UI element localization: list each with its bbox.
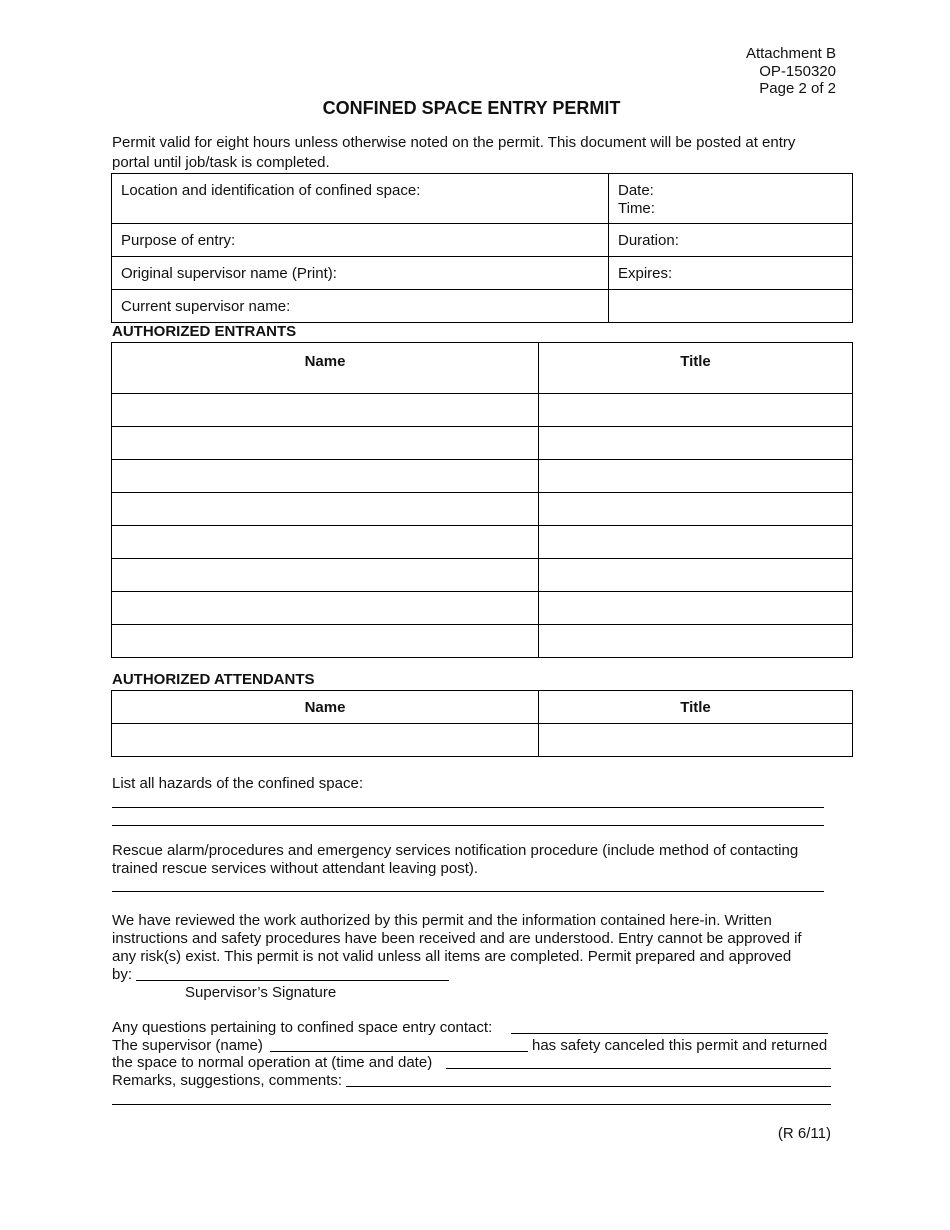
original-supervisor-label: Original supervisor name (Print): (121, 265, 337, 282)
remarks-line-2[interactable] (112, 1104, 831, 1105)
remarks-line[interactable] (346, 1086, 831, 1087)
remarks-label: Remarks, suggestions, comments: (112, 1072, 343, 1089)
attachment-label: Attachment B (745, 45, 836, 62)
permit-info-table (111, 173, 853, 323)
location-field[interactable] (112, 174, 609, 224)
entrant-name-cell[interactable] (112, 526, 539, 559)
attendants-heading: AUTHORIZED ATTENDANTS (112, 671, 315, 688)
review-line-1: We have reviewed the work authorized by this permit and the information contained here-in. Written (112, 912, 772, 929)
current-supervisor-field[interactable] (112, 290, 609, 323)
duration-field[interactable] (609, 224, 853, 257)
entrants-heading: AUTHORIZED ENTRANTS (112, 323, 297, 340)
entrant-title-cell[interactable] (539, 625, 853, 658)
review-line-2: instructions and safety procedures have been received and are understood. Entry cannot be approved if (112, 930, 802, 947)
date-label: Date: (618, 182, 654, 199)
current-supervisor-label: Current supervisor name: (121, 298, 291, 315)
signature-line[interactable] (136, 980, 449, 981)
date-time-field[interactable] (609, 174, 853, 224)
review-line-4: by: (112, 966, 133, 983)
entrant-name-cell[interactable] (112, 493, 539, 526)
purpose-field[interactable] (112, 224, 609, 257)
questions-label: Any questions pertaining to confined space entry contact: (112, 1019, 493, 1036)
supervisor-name-line[interactable] (270, 1051, 528, 1052)
expires-field[interactable] (609, 257, 853, 290)
expires-label: Expires: (618, 265, 673, 282)
page-title: CONFINED SPACE ENTRY PERMIT (322, 98, 621, 118)
entrant-name-cell[interactable] (112, 592, 539, 625)
page-number: Page 2 of 2 (759, 80, 836, 97)
entrants-name-header: Name (304, 353, 346, 370)
rescue-line-1: Rescue alarm/procedures and emergency services notification procedure (include method of contacting (112, 842, 799, 859)
attendants-table (111, 690, 853, 757)
attendant-title-cell[interactable] (539, 724, 853, 757)
entrant-name-cell[interactable] (112, 460, 539, 493)
duration-label: Duration: (618, 232, 679, 249)
attendant-name-cell[interactable] (112, 724, 539, 757)
entrant-name-cell[interactable] (112, 559, 539, 592)
purpose-label: Purpose of entry: (121, 232, 236, 249)
entrant-title-cell[interactable] (539, 394, 853, 427)
normal-operation-line[interactable] (446, 1068, 831, 1069)
intro-line-1: Permit valid for eight hours unless otherwise noted on the permit. This document will be posted at entry (112, 134, 796, 151)
attendants-title-header: Title (539, 691, 853, 724)
supervisor-prefix: The supervisor (name) (112, 1037, 263, 1054)
entrants-title-header: Title (680, 353, 711, 370)
entrant-title-cell[interactable] (539, 427, 853, 460)
intro-line-2: portal until job/task is completed. (112, 154, 330, 171)
normal-operation-label: the space to normal operation at (time and date) (112, 1054, 433, 1071)
entrant-title-cell[interactable] (539, 526, 853, 559)
questions-contact-line[interactable] (511, 1033, 828, 1034)
hazards-line-1[interactable] (112, 807, 824, 808)
blank-field[interactable] (609, 290, 853, 323)
entrant-title-cell[interactable] (539, 592, 853, 625)
rescue-line-2: trained rescue services without attendant leaving post). (112, 860, 479, 877)
location-label: Location and identification of confined space: (121, 182, 421, 199)
attendants-name-header: Name (112, 691, 539, 724)
supervisor-suffix: has safety canceled this permit and returned (532, 1037, 828, 1054)
document-number: OP-150320 (759, 63, 836, 80)
entrant-title-cell[interactable] (539, 493, 853, 526)
original-supervisor-field[interactable] (112, 257, 609, 290)
entrant-title-cell[interactable] (539, 460, 853, 493)
entrants-table (111, 342, 853, 658)
review-line-3: any risk(s) exist. This permit is not valid unless all items are completed. Permit prepared and approved (112, 948, 792, 965)
entrant-name-cell[interactable] (112, 625, 539, 658)
hazards-label: List all hazards of the confined space: (112, 775, 363, 792)
entrant-name-cell[interactable] (112, 427, 539, 460)
entrant-title-cell[interactable] (539, 559, 853, 592)
rescue-answer-line[interactable] (112, 891, 824, 892)
hazards-line-2[interactable] (112, 825, 824, 826)
entrant-name-cell[interactable] (112, 394, 539, 427)
signature-label: Supervisor’s Signature (185, 984, 337, 1001)
time-label: Time: (618, 200, 655, 217)
revision-code: (R 6/11) (777, 1125, 831, 1142)
